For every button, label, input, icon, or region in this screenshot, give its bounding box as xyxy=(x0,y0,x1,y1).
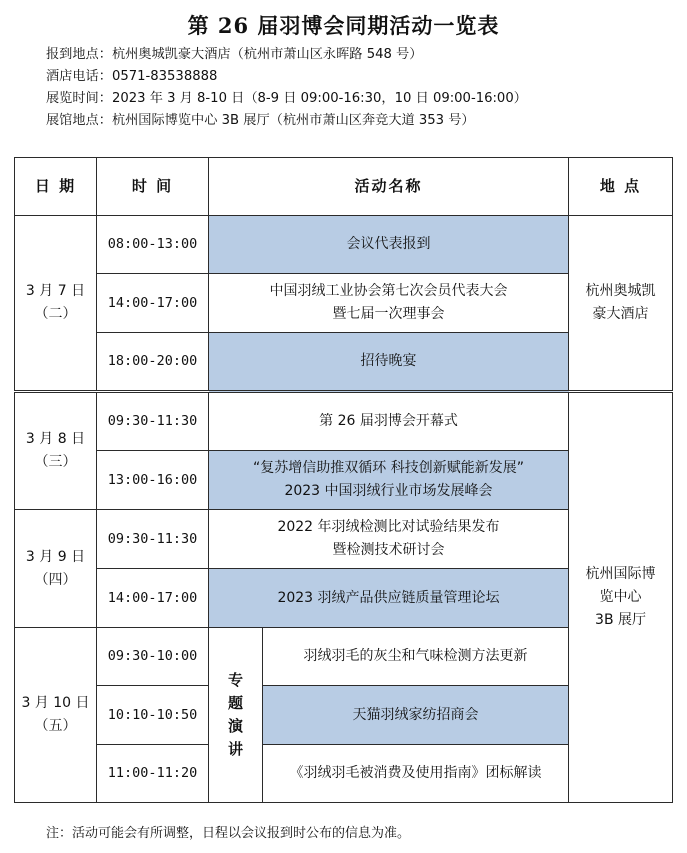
info-value: 0571-83538888 xyxy=(111,69,218,84)
activity-cell xyxy=(209,216,569,274)
info-label: 展览时间： xyxy=(46,91,112,106)
activity-line: 《羽绒羽毛被消费及使用指南》团标解读 xyxy=(289,765,542,781)
activity-line: 2023 羽绒产品供应链质量管理论坛 xyxy=(277,589,500,606)
date-text: 3 月 10 日 xyxy=(21,695,90,711)
time-cell: 08:00-13:00 xyxy=(97,216,209,274)
table-header-row xyxy=(15,158,673,216)
location-cell xyxy=(569,216,673,392)
topic-char: 题 xyxy=(227,694,243,712)
activity-line: 中国羽绒工业协会第七次会员代表大会 xyxy=(269,283,508,299)
header-date: 日 期 xyxy=(15,158,97,216)
location-line: 杭州奥城凯 xyxy=(585,283,656,299)
topic-char: 讲 xyxy=(227,740,243,758)
topic-char: 专 xyxy=(227,671,243,689)
location-line: 3B 展厅 xyxy=(595,612,646,628)
location-line: 杭州国际博 xyxy=(585,566,656,582)
date-cell xyxy=(15,628,97,803)
activity-cell xyxy=(209,274,569,333)
activity-line: 天猫羽绒家纺招商会 xyxy=(352,706,479,723)
info-venue xyxy=(46,110,475,132)
time-cell: 11:00-11:20 xyxy=(97,745,209,803)
date-text: 3 月 9 日 xyxy=(25,548,86,565)
activity-line: 会议代表报到 xyxy=(346,236,431,252)
weekday-text: （四） xyxy=(34,571,77,588)
activity-cell xyxy=(209,569,569,628)
time-cell: 09:30-11:30 xyxy=(97,510,209,569)
date-text: 3 月 7 日 xyxy=(25,283,86,299)
info-value: 2023 年 3 月 8-10 日（8-9 日 09:00-16:30，10 日 09:00-16:00） xyxy=(111,91,527,106)
weekday-text: （二） xyxy=(34,306,77,322)
topic-char: 演 xyxy=(227,717,243,735)
date-text: 3 月 8 日 xyxy=(25,431,86,447)
header-location: 地 点 xyxy=(569,158,673,216)
date-cell xyxy=(15,216,97,392)
info-checkin-location xyxy=(46,44,422,66)
weekday-text: （五） xyxy=(34,718,77,734)
activity-cell xyxy=(209,510,569,569)
info-value: 杭州奥城凯豪大酒店（杭州市萧山区永晖路 548 号） xyxy=(111,47,423,62)
activity-line: 招待晚宴 xyxy=(360,353,417,369)
activity-line: 暨检测技术研讨会 xyxy=(332,542,445,558)
weekday-text: （三） xyxy=(34,454,77,470)
header-time: 时 间 xyxy=(97,158,209,216)
date-cell xyxy=(15,510,97,628)
location-line: 豪大酒店 xyxy=(592,306,649,322)
activity-line: 羽绒羽毛的灰尘和气味检测方法更新 xyxy=(303,648,528,664)
info-label: 报到地点： xyxy=(46,47,112,62)
time-cell: 09:30-10:00 xyxy=(97,628,209,686)
activity-cell xyxy=(263,745,569,803)
location-cell xyxy=(569,392,673,803)
header-activity: 活动名称 xyxy=(209,158,569,216)
activity-line: “复苏增信助推双循环 科技创新赋能新发展” xyxy=(253,460,524,476)
location-line: 览中心 xyxy=(599,589,642,605)
info-value: 杭州国际博览中心 3B 展厅（杭州市萧山区奔竞大道 353 号） xyxy=(111,113,475,128)
time-cell: 13:00-16:00 xyxy=(97,451,209,510)
activity-line: 第 26 届羽博会开幕式 xyxy=(319,413,458,429)
activity-cell xyxy=(263,628,569,686)
date-cell xyxy=(15,392,97,510)
activity-line: 2022 年羽绒检测比对试验结果发布 xyxy=(277,519,500,535)
time-cell: 14:00-17:00 xyxy=(97,569,209,628)
time-cell: 10:10-10:50 xyxy=(97,686,209,745)
footnote: 注：活动可能会有所调整，日程以会议报到时公布的信息为准。 xyxy=(46,826,411,841)
activity-cell xyxy=(263,686,569,745)
time-cell: 14:00-17:00 xyxy=(97,274,209,333)
info-hotel-phone xyxy=(46,66,217,88)
time-cell: 18:00-20:00 xyxy=(97,333,209,392)
topic-label-cell xyxy=(209,628,263,803)
table-row xyxy=(15,392,673,451)
activity-line: 2023 中国羽绒行业市场发展峰会 xyxy=(284,483,493,499)
info-exhibition-time xyxy=(46,88,527,110)
activity-cell xyxy=(209,333,569,392)
info-label: 酒店电话： xyxy=(46,69,112,84)
activity-cell xyxy=(209,392,569,451)
page-title: 第 26 届羽博会同期活动一览表 xyxy=(187,13,500,38)
info-label: 展馆地点： xyxy=(46,113,112,128)
schedule-table xyxy=(14,157,673,803)
time-cell: 09:30-11:30 xyxy=(97,392,209,451)
activity-cell xyxy=(209,451,569,510)
table-row xyxy=(15,216,673,274)
activity-line: 暨七届一次理事会 xyxy=(332,306,445,322)
